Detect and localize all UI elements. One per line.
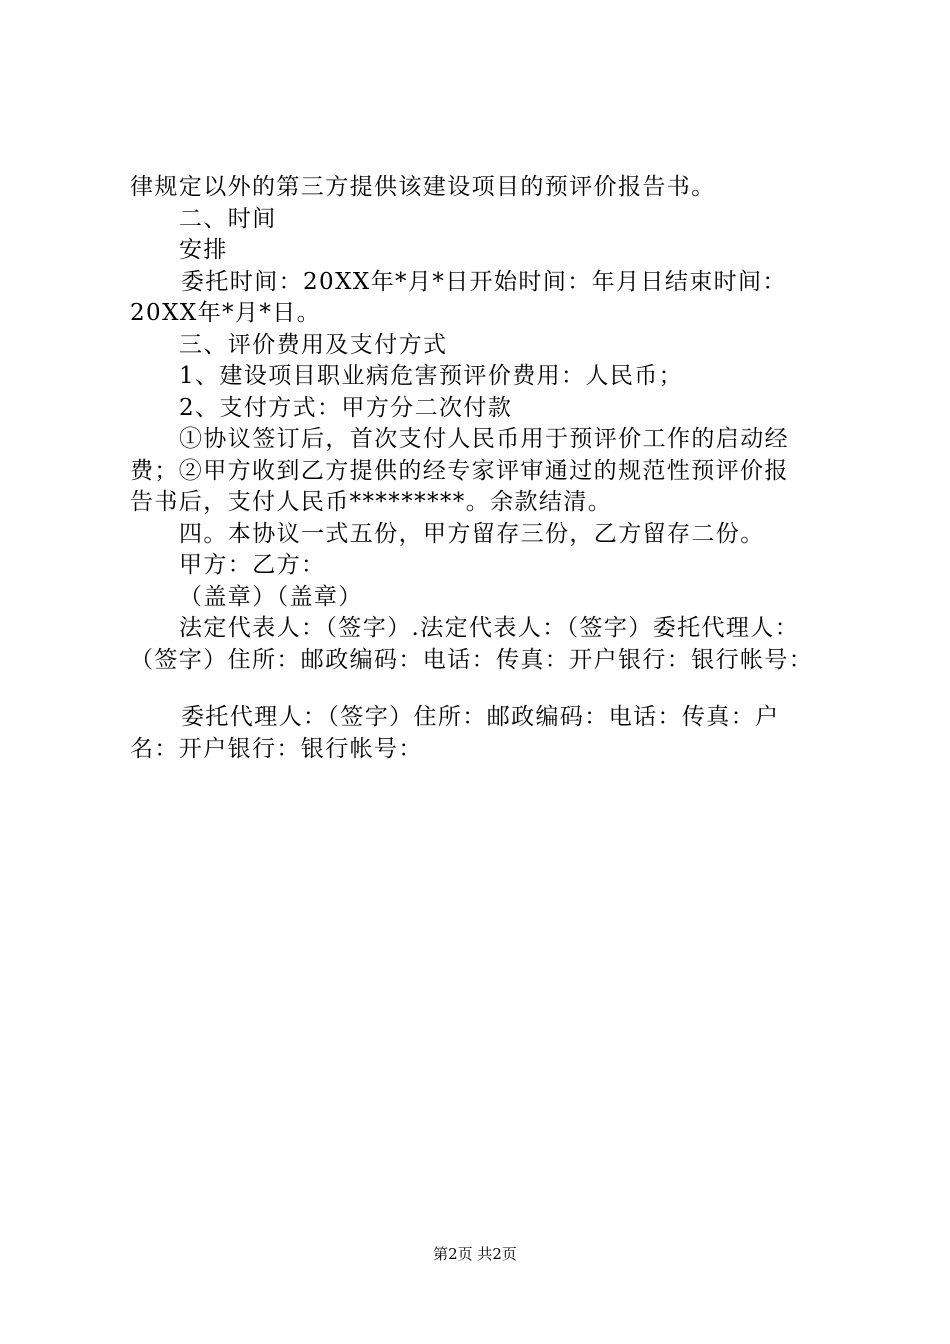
text-line: 四。本协议一式五份，甲方留存三份，乙方留存二份。 [179, 520, 765, 547]
page-number-footer: 第2页 共2页 [433, 1245, 517, 1263]
section-heading-fees: 三、评价费用及支付方式 [179, 331, 448, 358]
text-line: ①协议签订后，首次支付人民币用于预评价工作的启动经 [179, 426, 789, 452]
text-line: 告书后，支付人民币*********。余款结清。 [130, 489, 613, 515]
party-labels: 甲方：乙方： [179, 552, 326, 578]
text-line: 2、支付方式：甲方分二次付款 [179, 394, 513, 421]
signature-line: （签字）住所：邮政编码：电话：传真：开户银行：银行帐号： [130, 646, 814, 673]
text-line: 安排 [179, 237, 228, 263]
text-line: 1、建设项目职业病危害预评价费用：人民币； [179, 363, 684, 389]
text-line: 律规定以外的第三方提供该建设项目的预评价报告书。 [130, 174, 716, 200]
signature-line: 法定代表人：（签字）.法定代表人：（签字）委托代理人： [179, 615, 800, 641]
signature-line: 名：开户银行：银行帐号： [130, 735, 423, 762]
text-line: 委托时间：20XX年*月*日开始时间：年月日结束时间： [181, 268, 787, 295]
seal-labels: （盖章）（盖章） [179, 583, 363, 610]
signature-line: 委托代理人：（签字）住所：邮政编码：电话：传真：户 [181, 704, 780, 730]
text-line: 20XX年*月*日。 [130, 300, 322, 326]
document-body [130, 172, 832, 765]
blank-line [130, 676, 832, 702]
section-heading-time: 二、时间 [179, 205, 277, 232]
text-line: 费；②甲方收到乙方提供的经专家评审通过的规范性预评价报 [130, 457, 789, 484]
